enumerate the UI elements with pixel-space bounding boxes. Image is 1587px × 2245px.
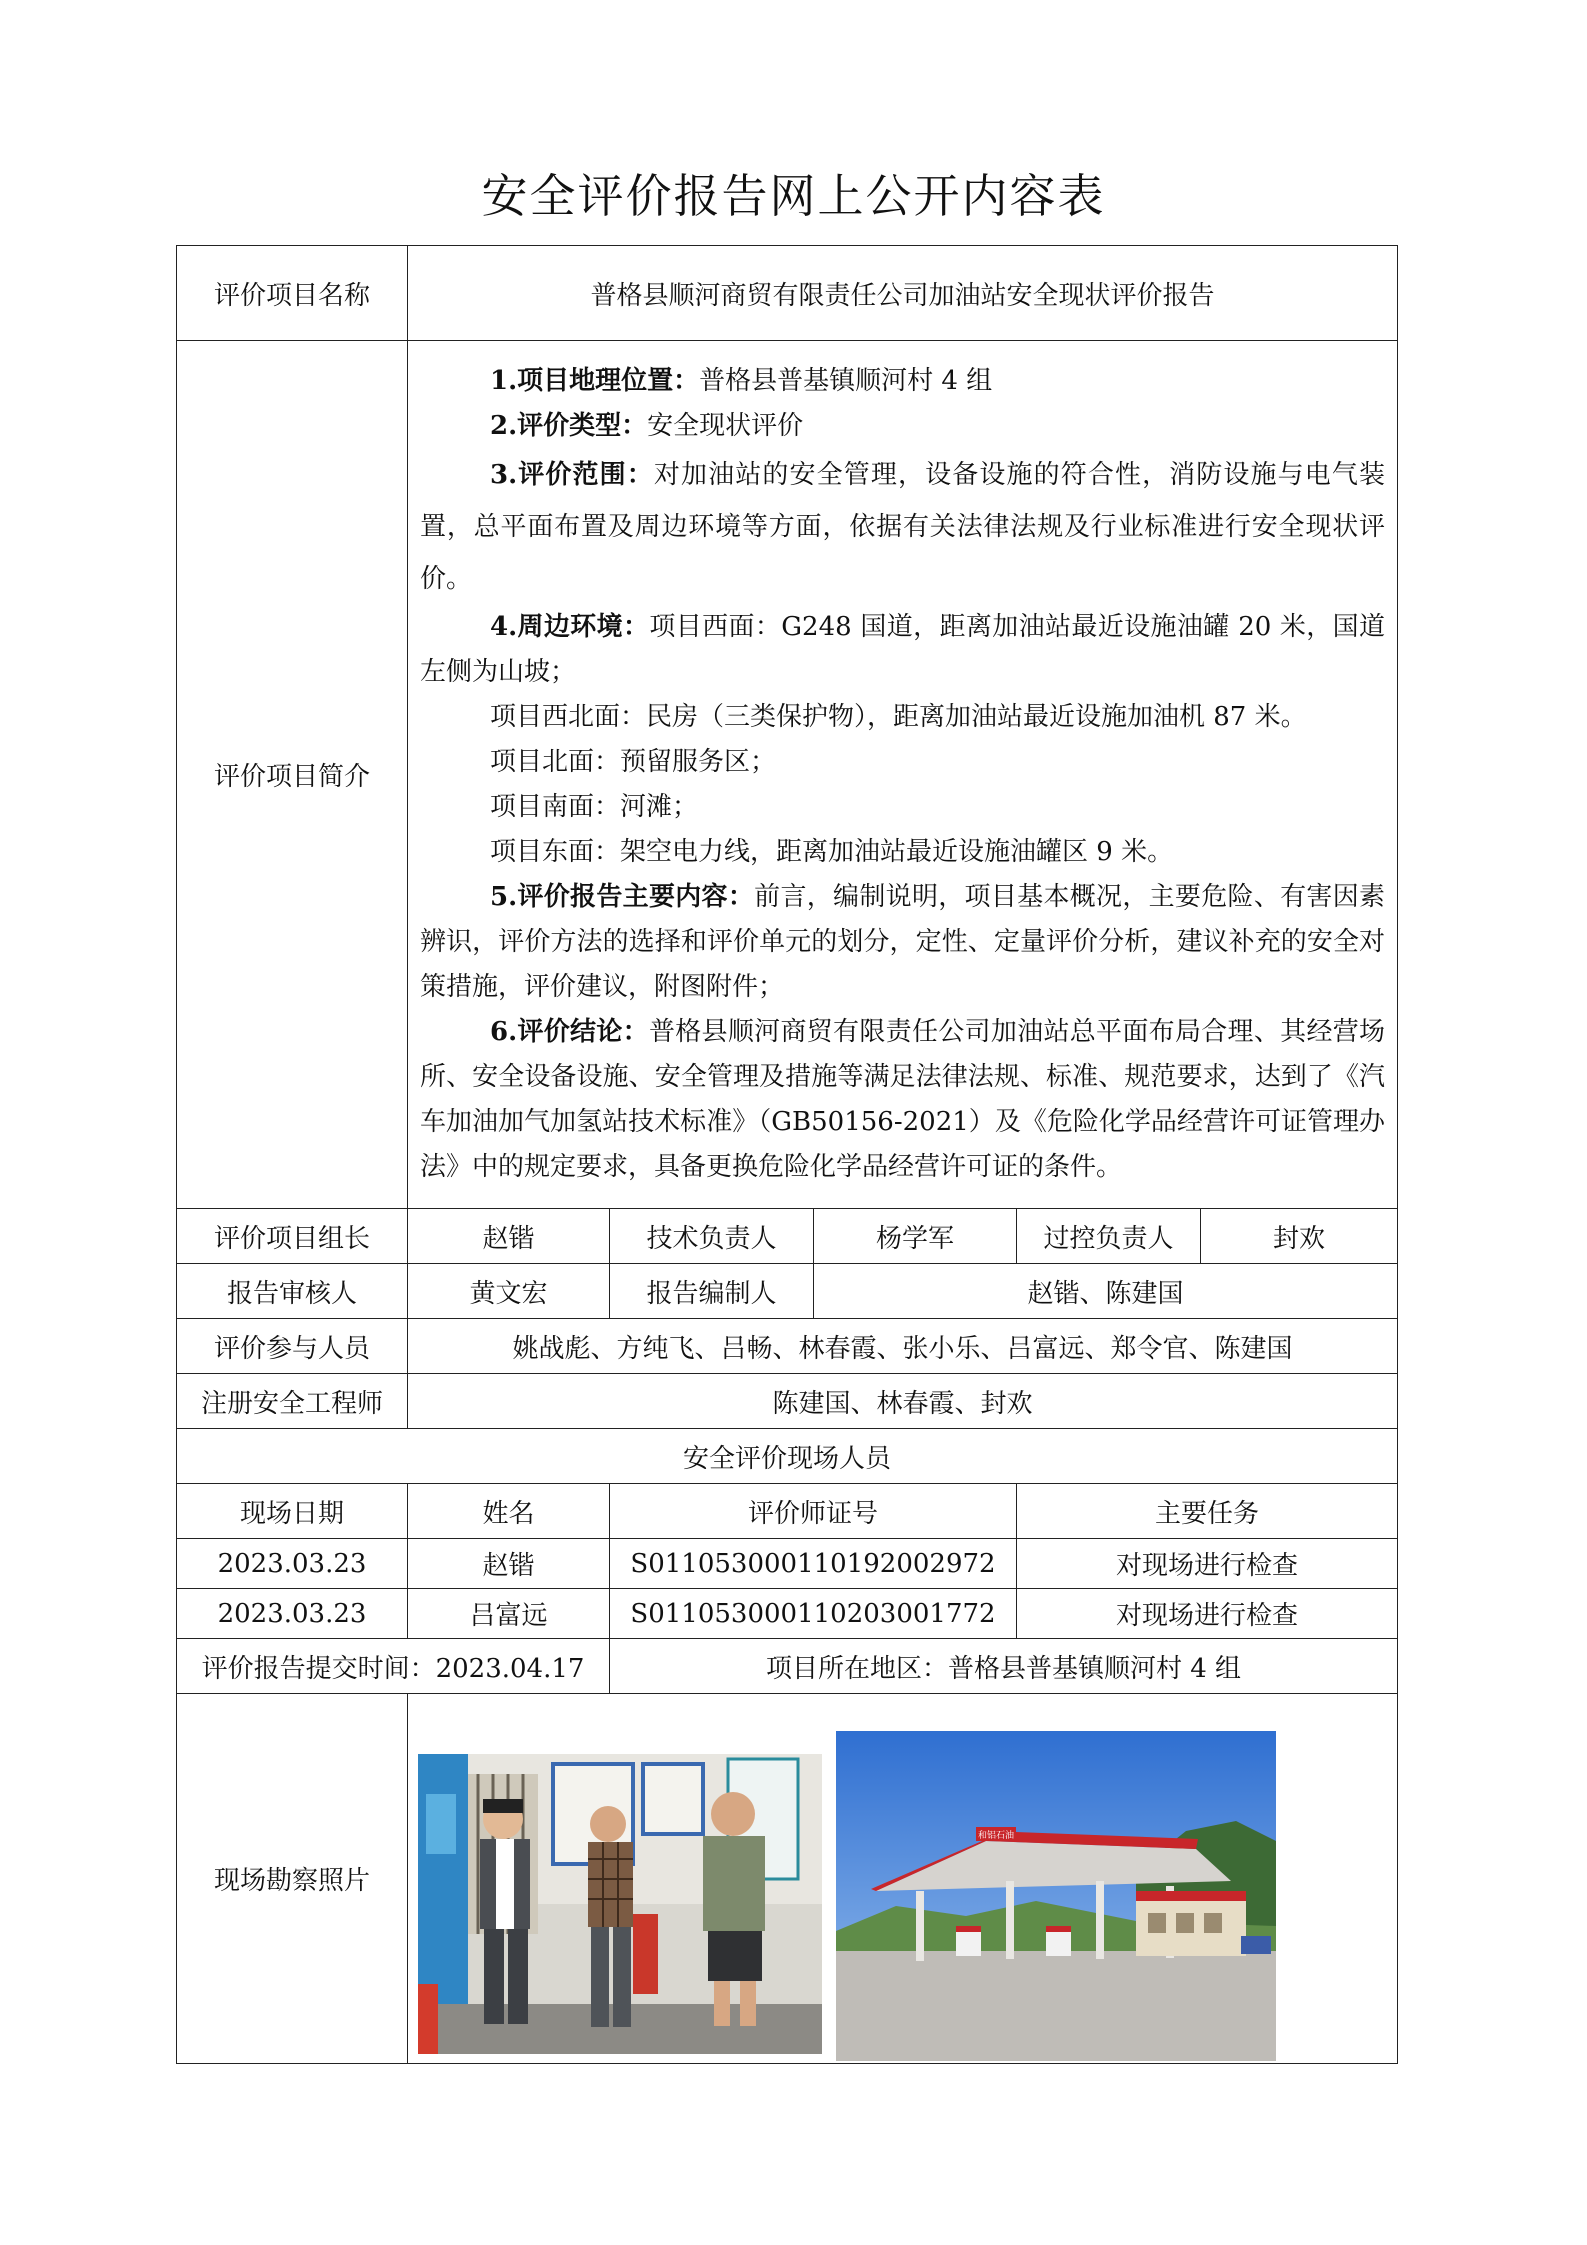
intro-label: 评价项目简介 bbox=[177, 341, 408, 1209]
project-name-row bbox=[177, 246, 1398, 341]
content-label: 5.评价报告主要内容： bbox=[490, 882, 755, 912]
location-value: 普格县普基镇顺河村 4 组 bbox=[699, 366, 993, 396]
intro-content bbox=[408, 341, 1398, 1209]
participants-row bbox=[177, 1319, 1398, 1374]
onsite-cert: S011053000110192002972 bbox=[610, 1539, 1017, 1589]
scope-label: 3.评价范围： bbox=[490, 460, 654, 490]
onsite-header-date: 现场日期 bbox=[177, 1484, 408, 1539]
engineers-label: 注册安全工程师 bbox=[177, 1374, 408, 1429]
photos-label: 现场勘察照片 bbox=[177, 1694, 408, 2064]
engineers-value: 陈建国、林春霞、封欢 bbox=[408, 1374, 1398, 1429]
onsite-name: 吕富远 bbox=[408, 1589, 610, 1639]
reviewer-value: 黄文宏 bbox=[408, 1264, 610, 1319]
onsite-date: 2023.03.23 bbox=[177, 1589, 408, 1639]
participants-value: 姚战彪、方纯飞、吕畅、林春霞、张小乐、吕富远、郑令官、陈建国 bbox=[408, 1319, 1398, 1374]
conclusion-value: 普格县顺河商贸有限责任公司加油站总平面布局合理、其经营场所、安全设备设施、安全管理及措施等满足法律法规、标准、规范要求，达到了《汽车加油加气加氢站技术标准》（GB50156-2021）及《危险化学品经营许可证管理办法》中的规定要求，具备更换危险化学品经营许可证的条件。 bbox=[420, 1017, 1386, 1182]
inspection-photo-people bbox=[418, 1754, 822, 2054]
project-name-value: 普格县顺河商贸有限责任公司加油站安全现状评价报告 bbox=[408, 246, 1398, 341]
type-value: 安全现状评价 bbox=[647, 411, 804, 441]
reviewer-label: 报告审核人 bbox=[177, 1264, 408, 1319]
process-value: 封欢 bbox=[1201, 1209, 1398, 1264]
table-row bbox=[177, 1539, 1398, 1589]
onsite-header-row bbox=[177, 1484, 1398, 1539]
station-sign-text: 和铝石油 bbox=[977, 1831, 1015, 1841]
env-south: 项目南面：河滩； bbox=[490, 792, 699, 822]
onsite-header-task: 主要任务 bbox=[1017, 1484, 1398, 1539]
photos-row bbox=[177, 1694, 1398, 2064]
onsite-header-cert: 评价师证号 bbox=[610, 1484, 1017, 1539]
project-name-label: 评价项目名称 bbox=[177, 246, 408, 341]
tech-label: 技术负责人 bbox=[610, 1209, 814, 1264]
participants-label: 评价参与人员 bbox=[177, 1319, 408, 1374]
onsite-name: 赵锴 bbox=[408, 1539, 610, 1589]
onsite-section-row bbox=[177, 1429, 1398, 1484]
content-value: 前言，编制说明，项目基本概况，主要危险、有害因素辨识，评价方法的选择和评价单元的划分，定性、定量评价分析，建议补充的安全对策措施，评价建议，附图附件； bbox=[420, 882, 1386, 1002]
onsite-cert: S011053000110203001772 bbox=[610, 1589, 1017, 1639]
writer-label: 报告编制人 bbox=[610, 1264, 814, 1319]
leader-row bbox=[177, 1209, 1398, 1264]
engineers-row bbox=[177, 1374, 1398, 1429]
intro-row bbox=[177, 341, 1398, 1209]
onsite-task: 对现场进行检查 bbox=[1017, 1589, 1398, 1639]
tech-value: 杨学军 bbox=[814, 1209, 1017, 1264]
leader-value: 赵锴 bbox=[408, 1209, 610, 1264]
location-label: 1.项目地理位置： bbox=[490, 366, 700, 396]
page-title: 安全评价报告网上公开内容表 bbox=[481, 169, 1106, 223]
reviewer-row bbox=[177, 1264, 1398, 1319]
submit-time: 评价报告提交时间：2023.04.17 bbox=[177, 1639, 610, 1694]
env-east: 项目东面：架空电力线，距离加油站最近设施油罐区 9 米。 bbox=[490, 837, 1174, 867]
env-label: 4.周边环境： bbox=[490, 612, 650, 642]
onsite-header-name: 姓名 bbox=[408, 1484, 610, 1539]
env-north: 项目北面：预留服务区； bbox=[490, 747, 777, 777]
submit-region: 项目所在地区：普格县普基镇顺河村 4 组 bbox=[610, 1639, 1398, 1694]
inspection-photo-station bbox=[836, 1731, 1276, 2061]
submit-row bbox=[177, 1639, 1398, 1694]
env-west: 项目西面：G248 国道，距离加油站最近设施油罐 20 米，国道左侧为山坡； bbox=[420, 612, 1386, 687]
writer-value: 赵锴、陈建国 bbox=[814, 1264, 1398, 1319]
onsite-task: 对现场进行检查 bbox=[1017, 1539, 1398, 1589]
scope-value: 对加油站的安全管理，设备设施的符合性，消防设施与电气装置，总平面布置及周边环境等方面，依据有关法律法规及行业标准进行安全现状评价。 bbox=[420, 460, 1386, 594]
conclusion-label: 6.评价结论： bbox=[490, 1017, 649, 1047]
process-label: 过控负责人 bbox=[1017, 1209, 1201, 1264]
table-row bbox=[177, 1589, 1398, 1639]
type-label: 2.评价类型： bbox=[490, 411, 648, 441]
leader-label: 评价项目组长 bbox=[177, 1209, 408, 1264]
env-northwest: 项目西北面：民房（三类保护物），距离加油站最近设施加油机 87 米。 bbox=[490, 702, 1307, 732]
disclosure-table bbox=[176, 245, 1398, 2064]
photos-cell bbox=[408, 1694, 1398, 2064]
onsite-section-title: 安全评价现场人员 bbox=[177, 1429, 1398, 1484]
onsite-date: 2023.03.23 bbox=[177, 1539, 408, 1589]
